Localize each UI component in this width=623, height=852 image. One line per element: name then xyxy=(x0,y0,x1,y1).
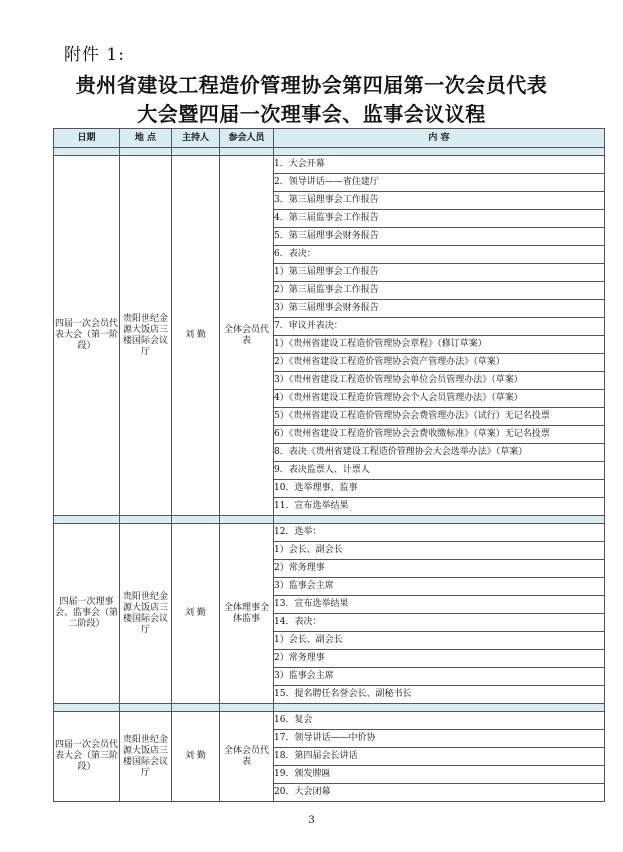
agenda-item: 2．领导讲话——省住建厅 xyxy=(274,174,605,192)
separator-cell xyxy=(120,704,172,712)
agenda-item: 1．大会开幕 xyxy=(274,156,605,174)
agenda-item: 18．第四届会长讲话 xyxy=(274,748,605,766)
session-venue-cell: 贵阳世纪金源大饭店三楼国际会议厅 xyxy=(120,712,172,802)
agenda-body xyxy=(54,148,605,802)
agenda-item: 4）《贵州省建设工程造价管理协会个人会员管理办法》（草案） xyxy=(274,390,605,408)
separator-cell xyxy=(120,516,172,524)
agenda-item: 3）《贵州省建设工程造价管理协会单位会员管理办法》（草案） xyxy=(274,372,605,390)
agenda-table xyxy=(53,128,605,802)
separator-cell xyxy=(274,148,605,156)
session-host-cell: 刘 勤 xyxy=(172,524,220,704)
document-title-line1: 贵州省建设工程造价管理协会第四届第一次会员代表 xyxy=(75,73,548,97)
separator-cell xyxy=(120,148,172,156)
agenda-item: 1）会长、副会长 xyxy=(274,632,605,650)
session-date-cell: 四届一次会员代表大会（第三阶段） xyxy=(54,712,120,802)
table-row xyxy=(54,156,605,174)
separator-cell xyxy=(172,704,220,712)
agenda-item: 6）《贵州省建设工程造价管理协会会费收缴标准》（草案）无记名投票 xyxy=(274,426,605,444)
agenda-item: 4．第三届监事会工作报告 xyxy=(274,210,605,228)
session-date-cell: 四届一次理事会、监事会（第二阶段） xyxy=(54,524,120,704)
separator-cell xyxy=(220,704,274,712)
session-venue-cell: 贵阳世纪金源大饭店三楼国际会议厅 xyxy=(120,524,172,704)
separator-cell xyxy=(220,148,274,156)
session-attendees-cell: 全体会员代表 xyxy=(220,156,274,516)
agenda-item: 2）《贵州省建设工程造价管理协会资产管理办法》（草案） xyxy=(274,354,605,372)
table-row xyxy=(54,524,605,542)
separator-cell xyxy=(54,148,120,156)
agenda-item: 14．表决： xyxy=(274,614,605,632)
session-date-cell: 四届一次会员代表大会（第一阶段） xyxy=(54,156,120,516)
agenda-item: 9．表决监票人、计票人 xyxy=(274,462,605,480)
agenda-item: 3）第三届理事会财务报告 xyxy=(274,300,605,318)
section-separator-row xyxy=(54,704,605,712)
header-attendees: 参会人员 xyxy=(220,129,274,148)
agenda-item: 1）第三届理事会工作报告 xyxy=(274,264,605,282)
section-separator-row xyxy=(54,516,605,524)
agenda-item: 20．大会闭幕 xyxy=(274,784,605,802)
separator-cell xyxy=(54,704,120,712)
agenda-item: 2）常务理事 xyxy=(274,560,605,578)
agenda-item: 1）会长、副会长 xyxy=(274,542,605,560)
agenda-item: 3）监事会主席 xyxy=(274,578,605,596)
header-host: 主持人 xyxy=(172,129,220,148)
agenda-item: 3）监事会主席 xyxy=(274,668,605,686)
separator-cell xyxy=(220,516,274,524)
agenda-item: 5．第三届理事会财务报告 xyxy=(274,228,605,246)
separator-cell xyxy=(172,148,220,156)
header-content: 内 容 xyxy=(274,129,605,148)
session-attendees-cell: 全体会员代表 xyxy=(220,712,274,802)
separator-cell xyxy=(54,516,120,524)
agenda-item: 5）《贵州省建设工程造价管理协会会费管理办法》（试行）无记名投票 xyxy=(274,408,605,426)
header-venue: 地 点 xyxy=(120,129,172,148)
header-row xyxy=(54,129,605,148)
agenda-item: 1）《贵州省建设工程造价管理协会章程》（修订草案） xyxy=(274,336,605,354)
agenda-item: 17．领导讲话——中价协 xyxy=(274,730,605,748)
agenda-item: 19．颁发牌匾 xyxy=(274,766,605,784)
agenda-item: 2）第三届监事会工作报告 xyxy=(274,282,605,300)
session-host-cell: 刘 勤 xyxy=(172,156,220,516)
agenda-item: 16．复会 xyxy=(274,712,605,730)
agenda-item: 7．审议并表决： xyxy=(274,318,605,336)
agenda-item: 12．选举： xyxy=(274,524,605,542)
agenda-item: 3．第三届理事会工作报告 xyxy=(274,192,605,210)
session-venue-cell: 贵阳世纪金源大饭店三楼国际会议厅 xyxy=(120,156,172,516)
agenda-item: 11．宣布选举结果 xyxy=(274,498,605,516)
separator-cell xyxy=(274,516,605,524)
agenda-item: 8．表决《贵州省建设工程造价管理协会大会选举办法》（草案） xyxy=(274,444,605,462)
section-separator-row xyxy=(54,148,605,156)
header-date: 日期 xyxy=(54,129,120,148)
agenda-item: 10．选举理事、监事 xyxy=(274,480,605,498)
separator-cell xyxy=(172,516,220,524)
document-title-line2: 大会暨四届一次理事会、监事会议议程 xyxy=(137,102,486,126)
page-number: 3 xyxy=(308,815,315,826)
agenda-item: 2）常务理事 xyxy=(274,650,605,668)
separator-cell xyxy=(274,704,605,712)
attachment-label: 附件 1: xyxy=(64,45,125,65)
session-host-cell: 刘 勤 xyxy=(172,712,220,802)
agenda-item: 13．宣布选举结果 xyxy=(274,596,605,614)
agenda-item: 15．提名聘任名誉会长、副秘书长 xyxy=(274,686,605,704)
agenda-item: 6．表决： xyxy=(274,246,605,264)
session-attendees-cell: 全体理事全体监事 xyxy=(220,524,274,704)
table-row xyxy=(54,712,605,730)
